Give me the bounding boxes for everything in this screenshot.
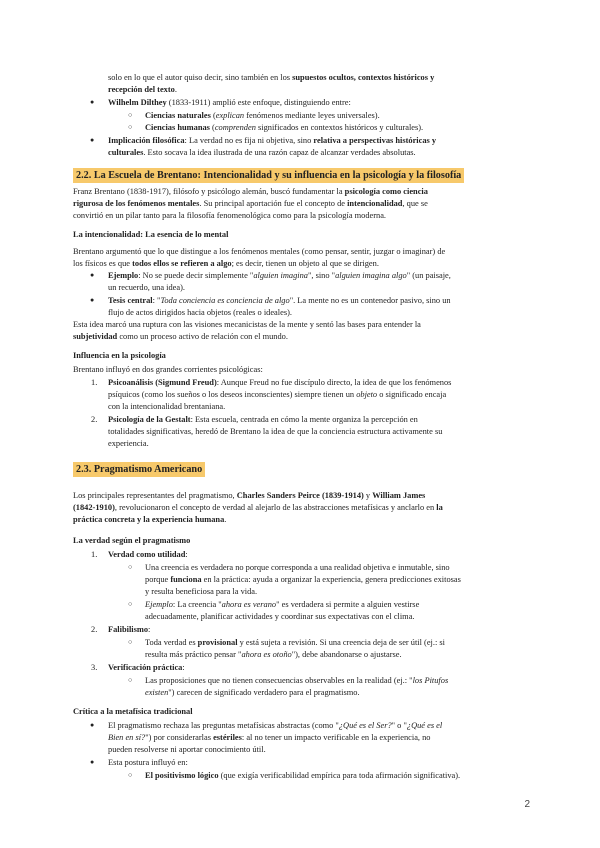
paragraph-line: existen") carecen de significado verdadero para el pragmatismo. [145,688,360,697]
paragraph-line: solo en lo que el autor quiso decir, sino también en los supuestos ocultos, contextos históricos y [108,73,435,82]
paragraph-line: práctica concreta y la experiencia humana. [73,515,227,524]
sub-bullet-marker: ○ [128,563,133,571]
subsection-heading: La intencionalidad: La esencia de lo mental [73,230,229,239]
list-number: 1. [91,550,98,559]
paragraph-line: Tesis central: "Toda conciencia es conciencia de algo". La mente no es un contenedor pasivo, sino un [108,296,451,305]
paragraph-line: Verdad como utilidad: [108,550,188,559]
paragraph-line: El positivismo lógico (que exigía verificabilidad empírica para toda afirmación significativa). [145,771,461,780]
page-number: 2 [524,799,530,810]
paragraph-line: rigurosa de los fenómenos mentales. Su principal aportación fue el concepto de intencionalidad, que se [73,199,428,208]
list-number: 1. [91,378,98,387]
paragraph-line: Psicoanálisis (Sigmund Freud): Aunque Freud no fue discípulo directo, la idea de que los fenómenos [108,378,452,387]
list-number: 3. [91,663,98,672]
paragraph-line: experiencia. [108,439,149,448]
paragraph-line: Esta postura influyó en: [108,758,188,767]
paragraph-line: Bien en sí?") por considerarlas estériles: al no tener un impacto verificable en la experiencia, no [108,733,431,742]
paragraph-line: Ciencias naturales (explican fenómenos mediante leyes universales). [145,111,380,120]
paragraph-line: Brentano influyó en dos grandes corrientes psicológicas: [73,365,263,374]
paragraph-line: con la intencionalidad brentaniana. [108,402,226,411]
list-number: 2. [91,625,98,634]
paragraph-line: Ciencias humanas (comprenden significados en contextos históricos y culturales). [145,123,424,132]
subsection-heading: Crítica a la metafísica tradicional [73,707,193,716]
paragraph-line: Esta idea marcó una ruptura con las visiones mecanicistas de la mente y sentó las bases para entender la [73,320,421,329]
paragraph-line: porque funciona en la práctica: ayuda a organizar la experiencia, genera predicciones exitosas [145,575,461,584]
subsection-heading: La verdad según el pragmatismo [73,536,191,545]
paragraph-line: resulta más práctico pensar "ahora es otoño"), debe abandonarse o ajustarse. [145,650,402,659]
bullet-marker: ● [90,271,95,279]
list-number: 2. [91,415,98,424]
sub-bullet-marker: ○ [128,600,133,608]
sub-bullet-marker: ○ [128,123,133,131]
paragraph-line: Wilhelm Dilthey (1833-1911) amplió este enfoque, distinguiendo entre: [108,98,351,107]
bullet-marker: ● [90,136,95,144]
paragraph-line: los físicos es que todos ellos se refieren a algo; es decir, tienen un objeto al que se dirigen. [73,259,379,268]
paragraph-line: Falibilismo: [108,625,151,634]
section-heading: 2.3. Pragmatismo Americano [73,464,205,475]
paragraph-line: pueden resolverse ni aportar conocimiento útil. [108,745,266,754]
subsection-heading: Influencia en la psicología [73,351,166,360]
paragraph-line: Ejemplo: No se puede decir simplemente "alguien imagina", sino "alguien imagina algo" (un paisaje, [108,271,451,280]
paragraph-line: Franz Brentano (1838-1917), filósofo y psicólogo alemán, buscó fundamentar la psicología como ciencia [73,187,428,196]
paragraph-line: psíquicos (como los sueños o los deseos inconscientes) siempre tienen un objeto o significado encaja [108,390,447,399]
sub-bullet-marker: ○ [128,111,133,119]
paragraph-line: Ejemplo: La creencia "ahora es verano" es verdadera si permite a alguien vestirse [145,600,420,609]
paragraph-line: totalidades significativas, heredó de Brentano la idea de que la conciencia estructura activamente su [108,427,443,436]
paragraph-line: convirtió en un pilar tanto para la filosofía fenomenológica como para la psicología moderna. [73,211,387,220]
bullet-marker: ● [90,98,95,106]
paragraph-line: Implicación filosófica: La verdad no es fija ni objetiva, sino relativa a perspectivas históricas y [108,136,437,145]
sub-bullet-marker: ○ [128,676,133,684]
bullet-marker: ● [90,296,95,304]
paragraph-line: y resulta beneficiosa para la vida. [145,587,258,596]
paragraph-line: Brentano argumentó que lo que distingue a los fenómenos mentales (como pensar, sentir, juzgar o imaginar) de [73,247,446,256]
paragraph-line: culturales. Esto socava la idea ilustrada de una razón capaz de alcanzar verdades absolutas. [108,148,416,157]
paragraph-line: Toda verdad es provisional y está sujeta a revisión. Si una creencia deja de ser útil (ej.: si [145,638,445,647]
paragraph-line: subjetividad como un proceso activo de relación con el mundo. [73,332,288,341]
paragraph-line: Las proposiciones que no tienen consecuencias observables en la realidad (ej.: "los Pitufos [145,676,449,685]
paragraph-line: adecuadamente, planificar actividades y coordinar sus expectativas con el clima. [145,612,415,621]
bullet-marker: ● [90,721,95,729]
paragraph-line: recepción del texto. [108,85,177,94]
paragraph-line: un recuerdo, una idea). [108,283,185,292]
bullet-marker: ● [90,758,95,766]
sub-bullet-marker: ○ [128,771,133,779]
section-heading: 2.2. La Escuela de Brentano: Intencionalidad y su influencia en la psicología y la filosofía [73,170,464,181]
paragraph-line: Los principales representantes del pragmatismo, Charles Sanders Peirce (1839-1914) y William James [73,491,426,500]
paragraph-line: flujo de actos dirigidos hacia objetos (reales o ideales). [108,308,292,317]
paragraph-line: Una creencia es verdadera no porque corresponda a una realidad objetiva e inmutable, sino [145,563,450,572]
paragraph-line: Psicología de la Gestalt: Esta escuela, centrada en cómo la mente organiza la percepción en [108,415,418,424]
paragraph-line: El pragmatismo rechaza las preguntas metafísicas abstractas (como "¿Qué es el Ser?" o "¿Qué es el [108,721,443,730]
paragraph-line: Verificación práctica: [108,663,185,672]
sub-bullet-marker: ○ [128,638,133,646]
paragraph-line: (1842-1910), revolucionaron el concepto de verdad al alejarlo de las abstracciones metafísicas y anclarlo en la [73,503,443,512]
